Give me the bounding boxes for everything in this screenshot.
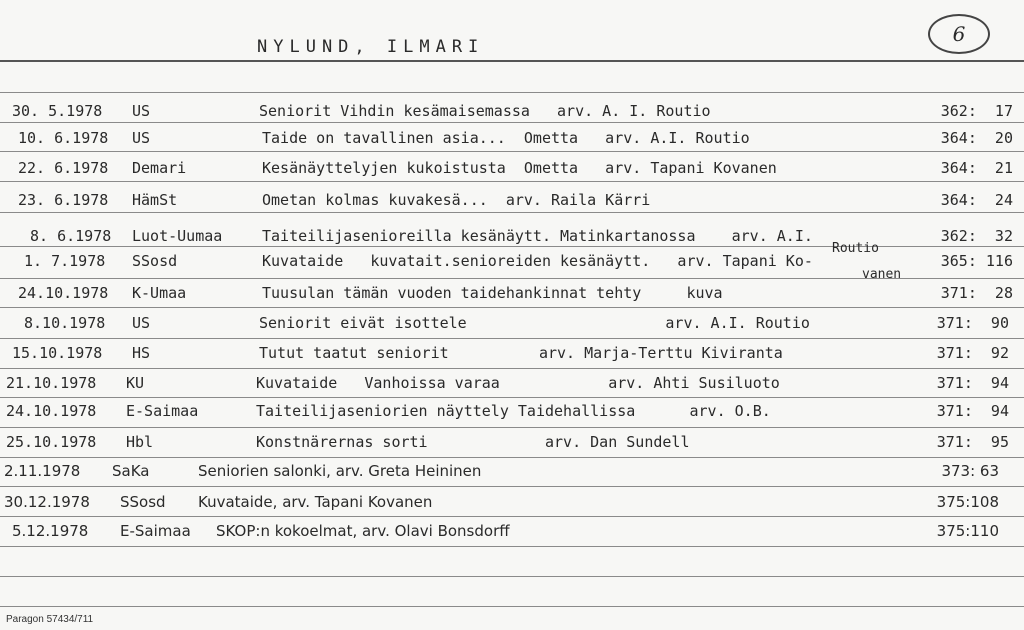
entry-ref: 371: 90 — [936, 314, 1009, 332]
continuation-note: vanen — [862, 267, 902, 282]
entry-date: 2.11.1978 — [4, 462, 81, 480]
card-footer: Paragon 57434/711 — [6, 614, 94, 625]
entry-text: Kesänäyttelyjen kukoistusta Ometta arv. Tapani Kovanen — [262, 159, 777, 177]
entry-source: E-Saimaa — [126, 402, 199, 420]
table-row — [0, 342, 1024, 366]
divider — [0, 368, 1024, 369]
entry-ref: 365: 116 — [940, 252, 1013, 270]
entry-ref: 371: 92 — [936, 344, 1009, 362]
entry-source: KU — [126, 374, 145, 392]
entry-text: Seniorit eivät isottele arv. A.I. Routio — [259, 314, 810, 332]
entry-source: US — [132, 129, 151, 147]
entry-text: Taiteilijaseniorien näyttely Taidehallissa arv. O.B. — [256, 402, 771, 420]
entry-text: Tuusulan tämän vuoden taidehankinnat tehty kuva — [262, 284, 723, 302]
table-row — [0, 520, 1024, 544]
divider — [0, 516, 1024, 517]
entry-source: Luot-Uumaa — [132, 227, 223, 245]
entry-text: Kuvataide, arv. Tapani Kovanen — [198, 493, 433, 511]
entry-date: 21.10.1978 — [6, 374, 97, 392]
entry-date: 23. 6.1978 — [18, 191, 109, 209]
table-row — [0, 400, 1024, 424]
table-row — [0, 157, 1024, 181]
entry-ref: 371: 28 — [940, 284, 1013, 302]
entry-text: Seniorit Vihdin kesämaisemassa arv. A. I. Routio — [259, 102, 711, 120]
entry-date: 1. 7.1978 — [24, 252, 106, 270]
entry-date: 22. 6.1978 — [18, 159, 109, 177]
entry-source: SSosd — [132, 252, 178, 270]
table-row — [0, 100, 1024, 124]
table-row — [0, 312, 1024, 336]
entry-text: Seniorien salonki, arv. Greta Heininen — [198, 462, 482, 480]
card-number-circled: 6 — [928, 14, 990, 54]
table-row — [0, 431, 1024, 455]
entry-ref: 364: 20 — [940, 129, 1013, 147]
entry-ref: 364: 21 — [940, 159, 1013, 177]
entry-text: Kuvataide Vanhoissa varaa arv. Ahti Susiluoto — [256, 374, 780, 392]
divider — [0, 307, 1024, 308]
entry-ref: 362: 17 — [940, 102, 1013, 120]
divider — [0, 546, 1024, 547]
divider — [0, 397, 1024, 398]
table-row — [0, 282, 1024, 306]
table-row — [0, 127, 1024, 151]
divider — [0, 338, 1024, 339]
entry-text: SKOP:n kokoelmat, arv. Olavi Bonsdorff — [216, 522, 510, 540]
entry-text: Taiteilijasenioreilla kesänäytt. Matinkartanossa arv. A.I. — [262, 227, 813, 245]
entry-source: HS — [132, 344, 151, 362]
entry-text: Ometan kolmas kuvakesä... arv. Raila Kärri — [262, 191, 651, 209]
entry-date: 10. 6.1978 — [18, 129, 109, 147]
table-row — [0, 372, 1024, 396]
entry-source: US — [132, 314, 151, 332]
table-row — [0, 460, 1024, 484]
entry-source: Hbl — [126, 433, 154, 451]
divider — [0, 457, 1024, 458]
divider — [0, 92, 1024, 93]
entry-text: Kuvataide kuvatait.senioreiden kesänäytt. arv. Tapani Ko- — [262, 252, 813, 270]
table-row — [0, 491, 1024, 515]
entry-date: 8.10.1978 — [24, 314, 106, 332]
divider — [0, 486, 1024, 487]
entry-source: E-Saimaa — [120, 522, 191, 540]
entry-source: K-Umaa — [132, 284, 187, 302]
entry-source: SSosd — [120, 493, 166, 511]
entry-ref: 362: 32 — [940, 227, 1013, 245]
divider — [0, 60, 1024, 62]
entry-date: 5.12.1978 — [12, 522, 89, 540]
entry-date: 24.10.1978 — [18, 284, 109, 302]
divider — [0, 606, 1024, 607]
entry-date: 8. 6.1978 — [30, 227, 112, 245]
entry-ref: 375:108 — [936, 493, 999, 511]
entry-date: 15.10.1978 — [12, 344, 103, 362]
divider — [0, 181, 1024, 182]
entry-date: 30.12.1978 — [4, 493, 90, 511]
entry-ref: 371: 95 — [936, 433, 1009, 451]
entry-text: Konstnärernas sorti arv. Dan Sundell — [256, 433, 690, 451]
entry-date: 24.10.1978 — [6, 402, 97, 420]
continuation-note: Routio — [832, 241, 879, 256]
person-name: NYLUND, ILMARI — [257, 37, 485, 57]
table-row — [0, 189, 1024, 213]
divider — [0, 576, 1024, 577]
entry-date: 30. 5.1978 — [12, 102, 103, 120]
entry-source: HämSt — [132, 191, 178, 209]
entry-source: Demari — [132, 159, 187, 177]
entry-ref: 373: 63 — [941, 462, 999, 480]
divider — [0, 151, 1024, 152]
entry-text: Taide on tavallinen asia... Ometta arv. A.I. Routio — [262, 129, 750, 147]
entry-ref: 364: 24 — [940, 191, 1013, 209]
entry-text: Tutut taatut seniorit arv. Marja-Terttu Kiviranta — [259, 344, 783, 362]
entry-source: SaKa — [112, 462, 150, 480]
entry-ref: 375:110 — [936, 522, 999, 540]
entry-source: US — [132, 102, 151, 120]
divider — [0, 427, 1024, 428]
entry-date: 25.10.1978 — [6, 433, 97, 451]
entry-ref: 371: 94 — [936, 374, 1009, 392]
entry-ref: 371: 94 — [936, 402, 1009, 420]
